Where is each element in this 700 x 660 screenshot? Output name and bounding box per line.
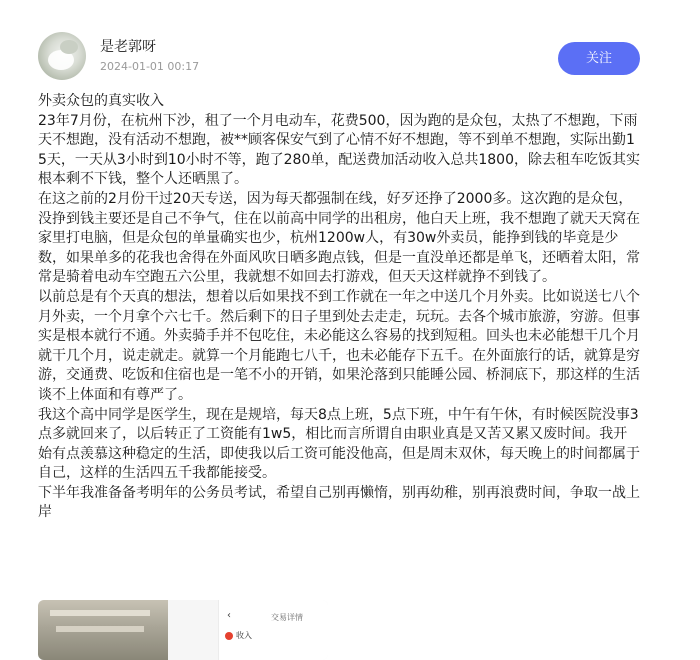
image-attachment[interactable] [38,600,328,660]
post-content [38,92,640,523]
avatar-shape [60,40,78,54]
back-arrow-icon: ‹ [227,610,231,621]
attachment-photo[interactable] [38,600,168,660]
user-avatar[interactable] [38,32,86,80]
attachment-screenshot[interactable] [218,600,328,660]
screenshot-title: 交易详情 [271,613,303,622]
post-title: 外卖众包的真实收入 [38,93,164,109]
post-text: 23年7月份，在杭州下沙，租了一个月电动车，花费500，因为跑的是众包，太热了不想跑，下雨天不想跑，没有活动不想跑，被**顾客保安气到了心情不好不想跑，等不到单不想跑，实际出勤15天，一天从3小时到10小时不等，跑了280单，配送费加活动收入总共1800，除去租车吃饭其实根本剩不下钱，整个人还晒黑了。 在这之前的2月份干过20天专送，因为每天都强制在线，好歹还挣了2000多。这次跑的是众包，没挣到钱主要还是自己不争气，住在以前高中同学的出租房，他白天上班，我不想跑了就天天窝在家里打电脑，但是众包的单量确实也少，杭州1200w人，有30w外卖员，能挣到钱的毕竟是少数，如果单多的花我也舍得在外面风吹日晒多跑点钱，但是一直没单还都是单飞，还晒着太阳，常常是骑着电动车空跑五六公里，我就想不如回去打游戏，但天天这样就挣不到钱了。 以前总是有个天真的想法，想着以后如果找不到工作就在一年之中送几个月外卖。比如说送七八个月外卖，一个月拿个六七千。然后剩下的日子里到处去走走，玩玩。去各个城市旅游，穷游。但事实是根本就行不通。外卖骑手并不包吃住，未必能这么容易的找到短租。回头也未必能想干几个月就干几个月，说走就走。就算一个月能跑七八千，也未必能存下五千。在外面旅行的话，就算是穷游，交通费、吃饭和住宿也是一笔不小的开销，如果沦落到只能睡公园、桥洞底下，那这样的生活谈不上体面和有尊严了。 我这个高中同学是医学生，现在是规培，每天8点上班，5点下班，中午有午休，有时候医院没事3点多就回来了，以后转正了工资能有1w5，相比而言所谓自由职业真是又苦又累又废时间。我开始有点羡慕这种稳定的生活，即使我以后工资可能没他高，但是周末双休，每天晚上的时间都属于自己，这样的生活四五千我都能接受。 下半年我准备备考明年的公务员考试，希望自己别再懒惰，别再幼稚，别再浪费时间，争取一战上岸 [38,112,640,521]
post-timestamp: 2024-01-01 00:17 [100,60,200,73]
username[interactable]: 是老郭呀 [100,39,156,55]
follow-button[interactable]: 关注 [558,42,640,75]
photo-detail [56,626,144,632]
income-icon [225,632,233,640]
photo-detail [50,610,150,616]
income-label: 收入 [236,631,252,640]
